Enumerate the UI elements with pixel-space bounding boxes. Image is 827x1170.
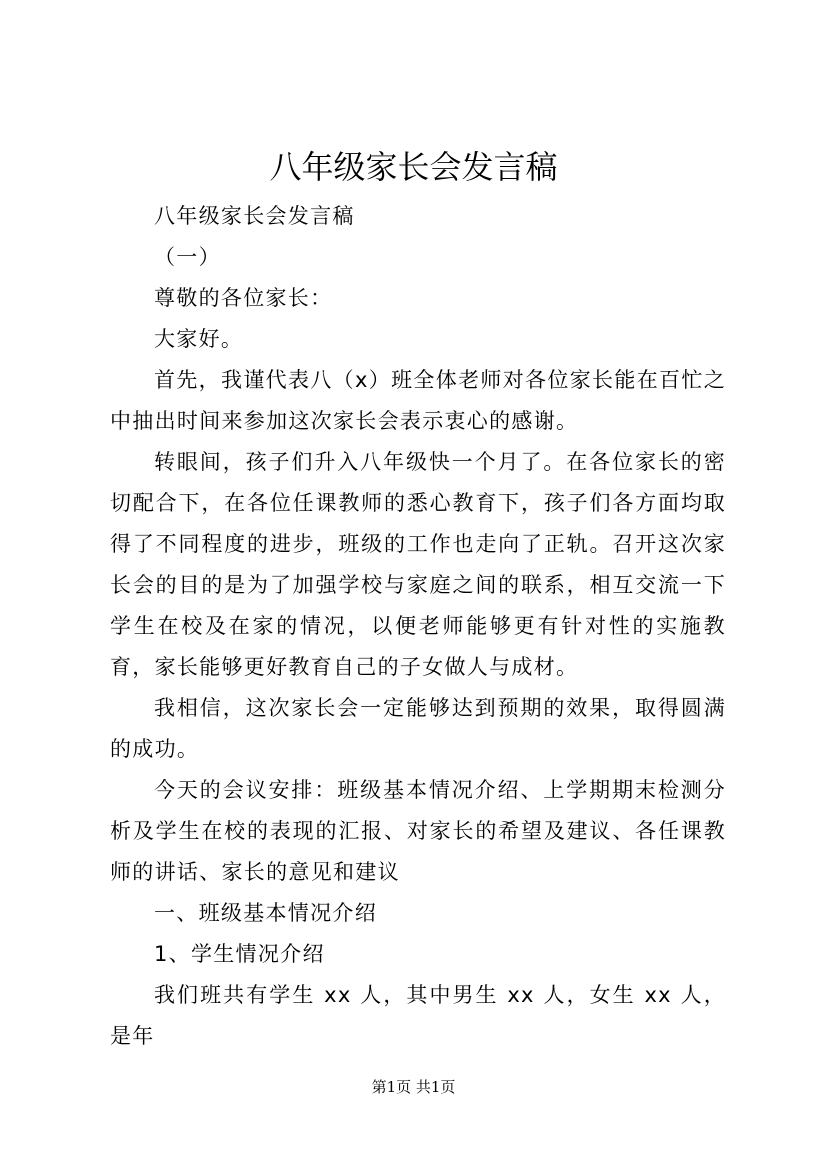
paragraph-thanks: 首先，我谨代表八（x）班全体老师对各位家长能在百忙之中抽出时间来参加这次家长会表示衷心的感谢。: [110, 368, 726, 433]
heading-section-one: 一、班级基本情况介绍: [154, 901, 377, 925]
document-body: [110, 196, 726, 1057]
paragraph-progress: 转眼间，孩子们升入八年级快一个月了。在各位家长的密切配合下，在各位任课教师的悉心教育下，孩子们各方面均取得了不同程度的进步，班级的工作也走向了正轨。召开这次家长会的目的是为了加强学校与家庭之间的联系，相互交流一下学生在校及在家的情况，以便老师能够更有针对性的实施教育，家长能够更好教育自己的子女做人与成材。: [110, 450, 726, 679]
paragraph-student-count: 我们班共有学生 xx 人，其中男生 xx 人，女生 xx 人，是年: [110, 983, 726, 1048]
paragraph-agenda: 今天的会议安排：班级基本情况介绍、上学期期末检测分析及学生在校的表现的汇报、对家长的希望及建议、各任课教师的讲话、家长的意见和建议: [110, 778, 726, 884]
paragraph-section-number: （一）: [154, 245, 221, 269]
paragraph-salutation: 尊敬的各位家长：: [154, 286, 333, 310]
paragraph-greeting: 大家好。: [154, 327, 244, 351]
paragraph-subtitle: 八年级家长会发言稿: [154, 204, 355, 228]
heading-subsection-one: 1、学生情况介绍: [154, 942, 325, 966]
paragraph-expectation: 我相信，这次家长会一定能够达到预期的效果，取得圆满的成功。: [110, 696, 726, 761]
page-footer: 第1页 共1页: [371, 1078, 456, 1096]
document-title: 八年级家长会发言稿: [269, 148, 558, 186]
